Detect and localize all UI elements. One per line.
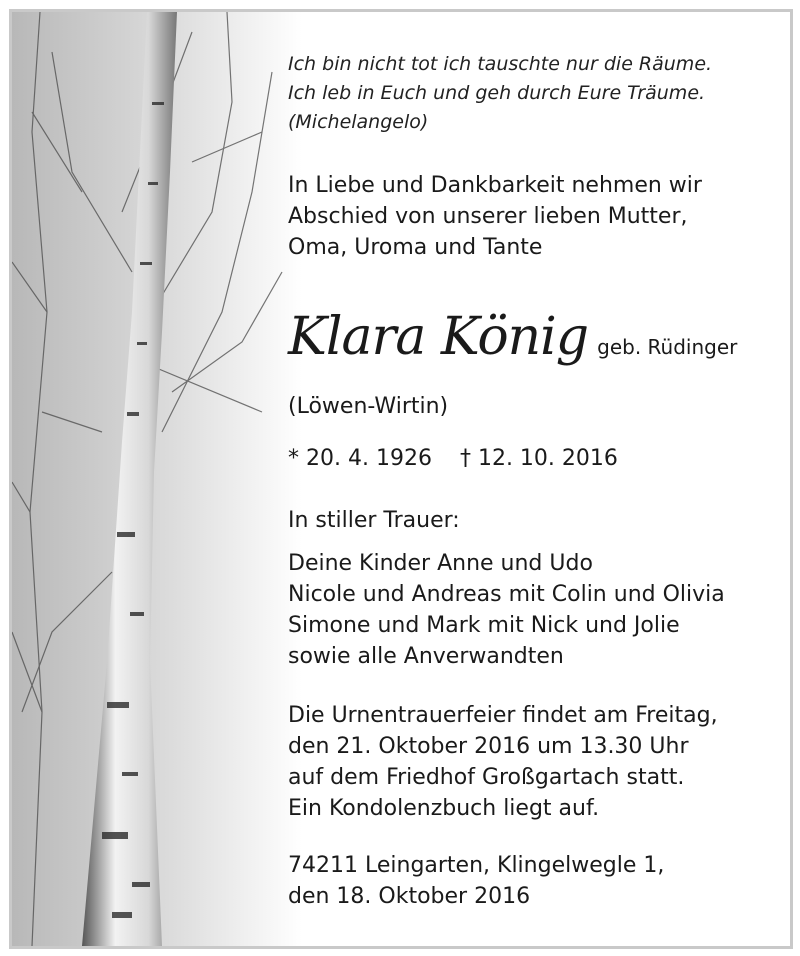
intro-line: Oma, Uroma und Tante <box>288 235 543 260</box>
ceremony-line: Ein Kondolenzbuch liegt auf. <box>288 796 600 821</box>
ceremony-line: auf dem Friedhof Großgartach statt. <box>288 765 685 790</box>
intro-line: Abschied von unserer lieben Mutter, <box>288 204 688 229</box>
birch-tree-photo <box>12 12 302 946</box>
quote-line: Ich leb in Euch und geh durch Eure Träume. <box>288 82 706 104</box>
quote-author: (Michelangelo) <box>288 111 429 133</box>
mourner-line: Deine Kinder Anne und Udo <box>288 551 593 576</box>
ceremony-line: Die Urnentrauerfeier findet am Freitag, <box>288 703 718 728</box>
mourning-label: In stiller Trauer: <box>288 508 460 533</box>
mourner-line: sowie alle Anverwandten <box>288 644 564 669</box>
deceased-name-row <box>288 307 737 367</box>
address-line: 74211 Leingarten, Klingelwegle 1, <box>288 853 665 878</box>
date-line: den 18. Oktober 2016 <box>288 884 531 909</box>
deceased-name: Klara König <box>288 307 589 367</box>
deceased-nickname: (Löwen-Wirtin) <box>288 394 449 419</box>
obituary-frame <box>9 9 793 949</box>
mourner-line: Simone und Mark mit Nick und Jolie <box>288 613 680 638</box>
life-dates <box>288 446 618 471</box>
intro-text <box>288 170 702 263</box>
maiden-name: geb. Rüdinger <box>597 335 738 359</box>
mourners-list <box>288 548 725 672</box>
birth-date: * 20. 4. 1926 <box>288 446 432 471</box>
quote-line: Ich bin nicht tot ich tauschte nur die Räume. <box>288 53 713 75</box>
quote <box>288 50 712 137</box>
mourner-line: Nicole und Andreas mit Colin und Olivia <box>288 582 725 607</box>
ceremony-line: den 21. Oktober 2016 um 13.30 Uhr <box>288 734 689 759</box>
death-date: † 12. 10. 2016 <box>459 446 618 471</box>
place-and-date <box>288 850 664 912</box>
intro-line: In Liebe und Dankbarkeit nehmen wir <box>288 173 702 198</box>
ceremony-info <box>288 700 718 824</box>
